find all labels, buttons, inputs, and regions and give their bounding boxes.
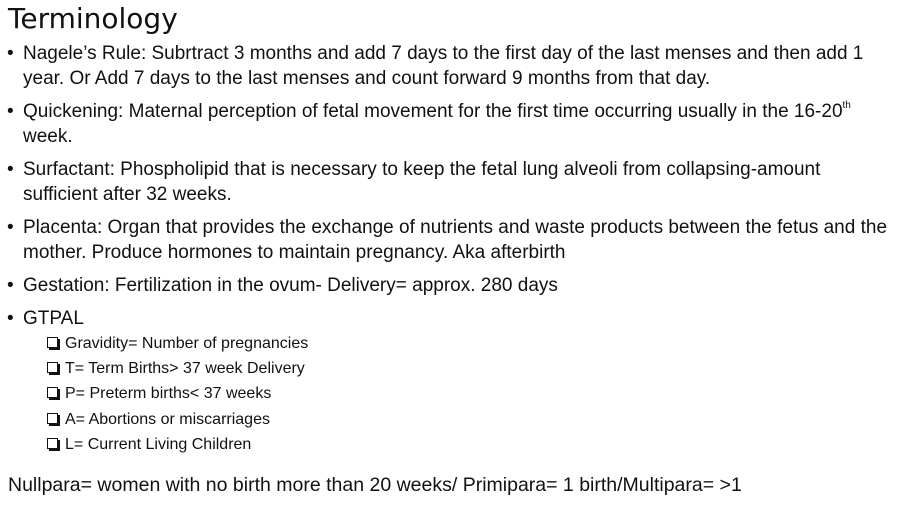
bullet-naegeles-rule — [0, 41, 889, 91]
checkbox-bullet-icon — [47, 337, 58, 348]
bullet-dot-icon: • — [7, 159, 14, 180]
bullet-text: Quickening: Maternal perception of fetal movement for the first time occurring usually in the 16-20 — [23, 101, 843, 122]
subitem-living-children — [47, 434, 889, 456]
subitem-preterm-births — [47, 383, 889, 405]
bullet-dot-icon: • — [7, 217, 14, 238]
bullet-gestation — [0, 273, 889, 298]
bullet-gtpal — [0, 306, 889, 456]
bullet-dot-icon: • — [7, 101, 14, 122]
bullet-list — [0, 41, 900, 464]
subitem-gravidity — [47, 333, 889, 355]
bullet-dot-icon: • — [7, 43, 14, 64]
subitem-text: L= Current Living Children — [65, 435, 252, 453]
checkbox-bullet-icon — [47, 438, 58, 449]
bullet-text: Placenta: Organ that provides the exchange of nutrients and waste products between the fetus and the mother. Produce hormones to maintain pregnancy. Aka afterbirth — [23, 217, 888, 263]
superscript-th: th — [842, 100, 851, 111]
subitem-text: T= Term Births> 37 week Delivery — [65, 360, 305, 378]
subitem-abortions — [47, 409, 889, 431]
bullet-text-end: week. — [23, 126, 73, 147]
subitem-text: A= Abortions or miscarriages — [65, 410, 270, 428]
checkbox-bullet-icon — [47, 362, 58, 373]
bullet-text: Surfactant: Phospholipid that is necessary to keep the fetal lung alveoli from collapsing-amount sufficient after 32 weeks. — [23, 159, 821, 205]
parity-definition-line: Nullpara= women with no birth more than 20 weeks/ Primipara= 1 birth/Multipara= >1 — [8, 474, 742, 496]
bullet-text: Nagele’s Rule: Subrtract 3 months and add 7 days to the first day of the last menses and then add 1 year. Or Add 7 days to the last menses and count forward 9 months from that day. — [23, 43, 864, 89]
checkbox-bullet-icon — [47, 387, 58, 398]
slide-title: Terminology — [8, 2, 178, 35]
subitem-term-births — [47, 358, 889, 380]
checkbox-bullet-icon — [47, 413, 58, 424]
bullet-placenta — [0, 215, 889, 265]
subitem-text: Gravidity= Number of pregnancies — [65, 335, 309, 352]
subitem-text: P= Preterm births< 37 weeks — [65, 385, 272, 403]
bullet-dot-icon: • — [7, 308, 14, 329]
bullet-dot-icon: • — [7, 275, 14, 296]
bullet-text: GTPAL — [23, 308, 84, 329]
bullet-text: Gestation: Fertilization in the ovum- Delivery= approx. 280 days — [23, 275, 558, 296]
gtpal-sublist — [23, 333, 889, 456]
bullet-quickening — [0, 99, 889, 149]
bullet-surfactant — [0, 157, 889, 207]
